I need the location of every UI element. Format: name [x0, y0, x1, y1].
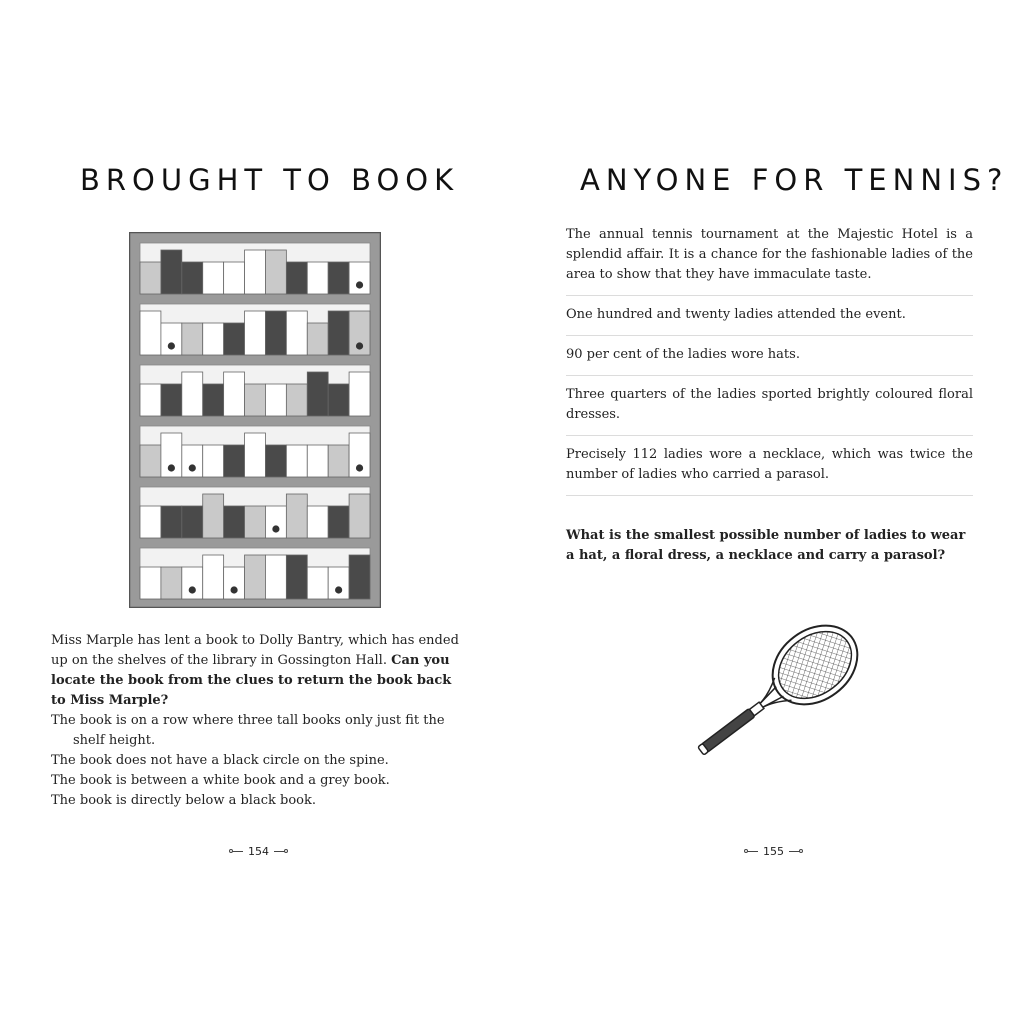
book-spine [328, 311, 349, 355]
book-spine [307, 323, 328, 355]
book-spine [203, 323, 224, 355]
book-spine [224, 506, 245, 538]
intro-text: Miss Marple has lent a book to Dolly Bantry, which has ended up on the shelves of the library in Gossington Hall. [51, 633, 459, 668]
book-spine [224, 262, 245, 294]
book-spine [286, 262, 307, 294]
book-spine [140, 311, 161, 355]
fact-item: 90 per cent of the ladies wore hats. [566, 336, 973, 376]
book-dot-icon [356, 464, 363, 471]
book-spine [140, 384, 161, 416]
book-spine [286, 555, 307, 599]
book-dot-icon [335, 586, 342, 593]
book-spine [182, 567, 203, 599]
book-spine [245, 250, 266, 294]
folio-ornament-icon [231, 851, 243, 852]
book-spine [203, 494, 224, 538]
book-spine [328, 384, 349, 416]
fact-item: The annual tennis tournament at the Majestic Hotel is a splendid affair. It is a chance for the fashionable ladies of the area to show that they have immaculate taste. [566, 225, 973, 296]
book-spine [349, 555, 370, 599]
book-dot-icon [230, 586, 237, 593]
book-spine [140, 445, 161, 477]
book-spine [328, 445, 349, 477]
puzzle-intro [51, 631, 463, 711]
book-dot-icon [356, 342, 363, 349]
book-spine [182, 372, 203, 416]
book-spine [286, 311, 307, 355]
book-spine [349, 262, 370, 294]
folio-ornament-icon [789, 851, 801, 852]
fact-list [566, 225, 973, 496]
intro-question: Can you locate the book from the clues to return the book back to Miss Marple? [51, 653, 452, 708]
book-spine [161, 250, 182, 294]
book-spine [328, 506, 349, 538]
book-spine [203, 555, 224, 599]
book-spine [349, 372, 370, 416]
book-spine [161, 567, 182, 599]
book-spine [307, 262, 328, 294]
book-spine [265, 311, 286, 355]
page-number-text: 155 [763, 845, 784, 858]
page-title-right: ANYONE FOR TENNIS? [580, 163, 1009, 197]
book-spine [286, 384, 307, 416]
book-spine [140, 567, 161, 599]
book-spine [161, 384, 182, 416]
book-spine [182, 445, 203, 477]
book-spine [286, 445, 307, 477]
clue-item: The book is between a white book and a grey book. [51, 773, 390, 788]
book-dot-icon [189, 586, 196, 593]
book-spine [265, 384, 286, 416]
clue-item: The book is directly below a black book. [51, 793, 316, 808]
bookcase-illustration [129, 232, 381, 608]
fact-item: Three quarters of the ladies sported brightly coloured floral dresses. [566, 376, 973, 436]
page-title-left: BROUGHT TO BOOK [80, 163, 460, 197]
book-spine [182, 506, 203, 538]
book-spine [307, 567, 328, 599]
page-number-left [231, 845, 286, 858]
book-spine [328, 567, 349, 599]
book-spine [245, 506, 266, 538]
folio-ornament-icon [746, 851, 758, 852]
clue-item: The book is on a row where three tall books only just fit the shelf height. [51, 713, 445, 748]
book-spine [245, 555, 266, 599]
book-spine [203, 384, 224, 416]
book-spine [307, 506, 328, 538]
book-spine [182, 262, 203, 294]
book-dot-icon [189, 464, 196, 471]
book-spine [245, 311, 266, 355]
page-number-text: 154 [248, 845, 269, 858]
book-spine [203, 262, 224, 294]
book-spine [286, 494, 307, 538]
book-spine [161, 323, 182, 355]
book-spine [203, 445, 224, 477]
folio-ornament-icon [274, 851, 286, 852]
book-spine [307, 445, 328, 477]
book-spine [224, 567, 245, 599]
book-spine [161, 506, 182, 538]
book-spine [349, 494, 370, 538]
book-spine [265, 445, 286, 477]
book-dot-icon [168, 464, 175, 471]
fact-item: One hundred and twenty ladies attended the event. [566, 296, 973, 336]
book-spine [307, 372, 328, 416]
book-spine [224, 323, 245, 355]
book-spine [224, 445, 245, 477]
page-number-right [746, 845, 801, 858]
book-dot-icon [272, 525, 279, 532]
book-spine [140, 262, 161, 294]
book-spine [328, 262, 349, 294]
book-dot-icon [356, 281, 363, 288]
book-spine [265, 555, 286, 599]
puzzle-question: What is the smallest possible number of ladies to wear a hat, a floral dress, a necklace and carry a parasol? [566, 528, 966, 563]
book-spine [224, 372, 245, 416]
clue-item: The book does not have a black circle on the spine. [51, 753, 389, 768]
book-spine [182, 323, 203, 355]
book-spine [265, 506, 286, 538]
book-dot-icon [168, 342, 175, 349]
clue-list [51, 711, 463, 811]
book-spine [245, 384, 266, 416]
tennis-racket-icon [672, 615, 867, 790]
fact-item: Precisely 112 ladies wore a necklace, which was twice the number of ladies who carried a parasol. [566, 436, 973, 496]
book-spine [245, 433, 266, 477]
book-spine [265, 250, 286, 294]
book-spine [140, 506, 161, 538]
